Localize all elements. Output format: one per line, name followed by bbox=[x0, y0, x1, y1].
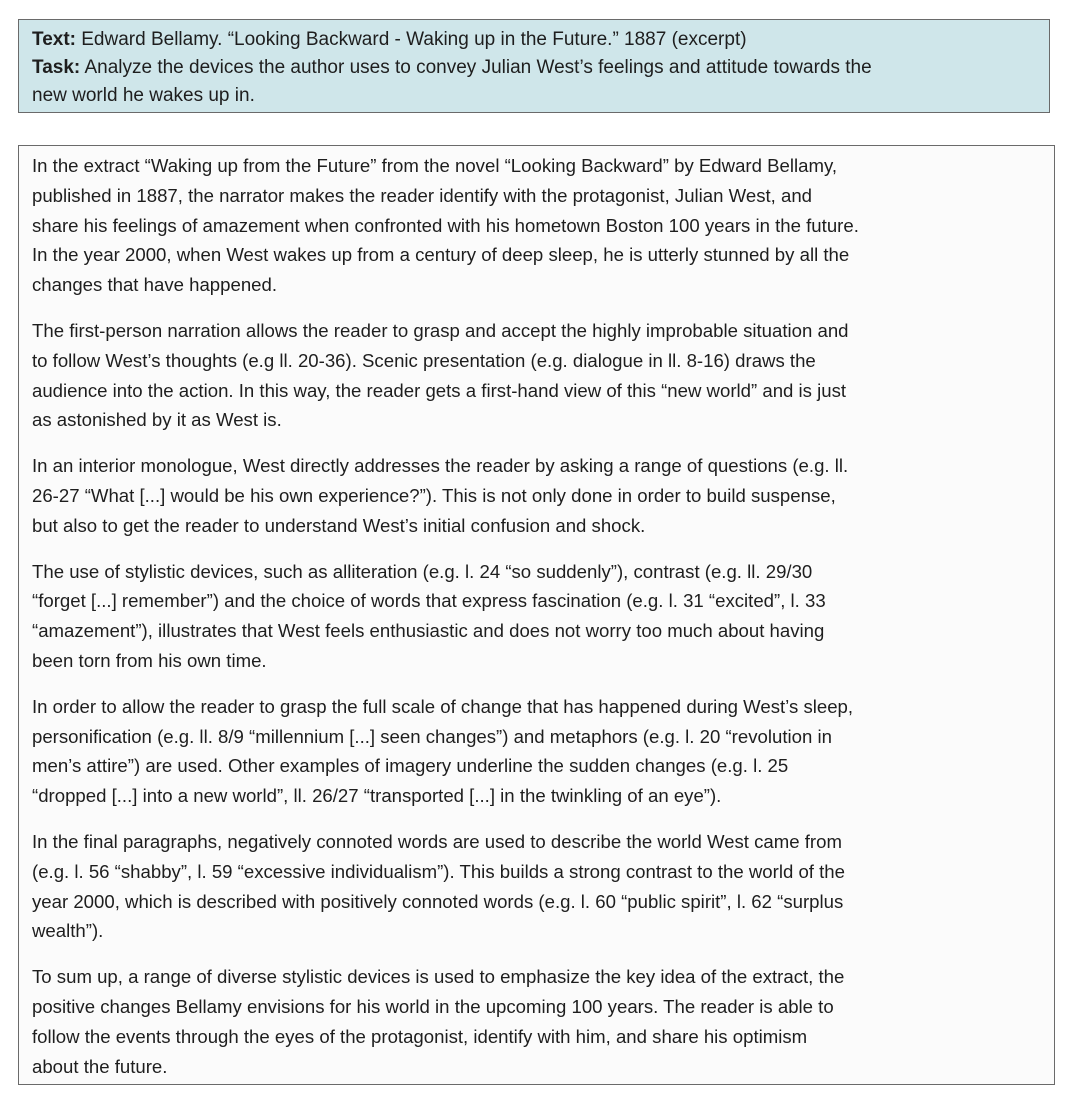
paragraph-line: follow the events through the eyes of the protagonist, identify with him, and share his optimism bbox=[32, 1025, 808, 1047]
essay-paragraph bbox=[32, 151, 1041, 300]
paragraph-line: audience into the action. In this way, the reader gets a first-hand view of this “new world” and is just bbox=[32, 379, 847, 401]
paragraph-line: but also to get the reader to understand West’s initial confusion and shock. bbox=[32, 514, 646, 536]
text-label: Text: bbox=[32, 29, 76, 50]
paragraph-line: wealth”). bbox=[32, 920, 104, 942]
paragraph-line: changes that have happened. bbox=[32, 274, 278, 296]
essay-paragraph bbox=[32, 827, 1041, 946]
essay-paragraph bbox=[32, 451, 1041, 540]
paragraph-line: share his feelings of amazement when confronted with his hometown Boston 100 years in the future. bbox=[32, 214, 859, 236]
paragraph-line: about the future. bbox=[32, 1055, 168, 1077]
paragraph-line: been torn from his own time. bbox=[32, 649, 267, 671]
paragraph-line: (e.g. l. 56 “shabby”, l. 59 “excessive individualism”). This builds a strong contrast to the world of the bbox=[32, 860, 845, 882]
text-value: Edward Bellamy. “Looking Backward - Waking up in the Future.” 1887 (excerpt) bbox=[75, 29, 747, 50]
paragraph-line: published in 1887, the narrator makes the reader identify with the protagonist, Julian West, and bbox=[32, 184, 813, 206]
paragraph-line: 26-27 “What [...] would be his own experience?”). This is not only done in order to build suspense, bbox=[32, 484, 836, 506]
paragraph-line: In the extract “Waking up from the Future” from the novel “Looking Backward” by Edward Bellamy, bbox=[32, 155, 838, 176]
task-line bbox=[32, 54, 1036, 82]
paragraph-line: “dropped [...] into a new world”, ll. 26/27 “transported [...] in the twinkling of an eye”). bbox=[32, 785, 722, 807]
paragraph-line: The use of stylistic devices, such as alliteration (e.g. l. 24 “so suddenly”), contrast (e.g. ll. 29/30 bbox=[32, 560, 813, 582]
paragraph-line: In the final paragraphs, negatively connoted words are used to describe the world West came from bbox=[32, 830, 842, 852]
task-value: Analyze the devices the author uses to convey Julian West’s feelings and attitude towards the bbox=[80, 57, 872, 78]
essay-box bbox=[18, 145, 1055, 1085]
essay-paragraph bbox=[32, 692, 1041, 811]
paragraph-line: In order to allow the reader to grasp the full scale of change that has happened during West’s sleep, bbox=[32, 695, 854, 717]
paragraph-line: “forget [...] remember”) and the choice of words that express fascination (e.g. l. 31 “excited”, l. 33 bbox=[32, 590, 826, 612]
task-label: Task: bbox=[32, 57, 81, 78]
paragraph-line: as astonished by it as West is. bbox=[32, 409, 282, 431]
essay-paragraph bbox=[32, 557, 1041, 676]
paragraph-line: “amazement”), illustrates that West feels enthusiastic and does not worry too much about having bbox=[32, 620, 825, 642]
paragraph-line: To sum up, a range of diverse stylistic devices is used to emphasize the key idea of the extract, the bbox=[32, 966, 845, 988]
essay-paragraph bbox=[32, 962, 1041, 1081]
task-box bbox=[18, 19, 1050, 113]
paragraph-line: In the year 2000, when West wakes up from a century of deep sleep, he is utterly stunned by all the bbox=[32, 244, 850, 266]
paragraph-line: The first-person narration allows the reader to grasp and accept the highly improbable situation and bbox=[32, 319, 849, 341]
text-line bbox=[32, 26, 1036, 54]
paragraph-line: year 2000, which is described with positively connoted words (e.g. l. 60 “public spirit”, l. 62 “surplus bbox=[32, 890, 844, 912]
paragraph-line: to follow West’s thoughts (e.g ll. 20-36). Scenic presentation (e.g. dialogue in ll. 8-16) draws the bbox=[32, 349, 816, 371]
paragraph-line: personification (e.g. ll. 8/9 “millennium [...] seen changes”) and metaphors (e.g. l. 20 “revolution in bbox=[32, 725, 832, 747]
essay-paragraph bbox=[32, 316, 1041, 435]
paragraph-line: positive changes Bellamy envisions for his world in the upcoming 100 years. The reader is able to bbox=[32, 995, 834, 1017]
paragraph-line: In an interior monologue, West directly addresses the reader by asking a range of questions (e.g. ll. bbox=[32, 455, 849, 477]
paragraph-line: men’s attire”) are used. Other examples of imagery underline the sudden changes (e.g. l. 25 bbox=[32, 755, 789, 777]
task-line-continued: new world he wakes up in. bbox=[32, 85, 255, 106]
